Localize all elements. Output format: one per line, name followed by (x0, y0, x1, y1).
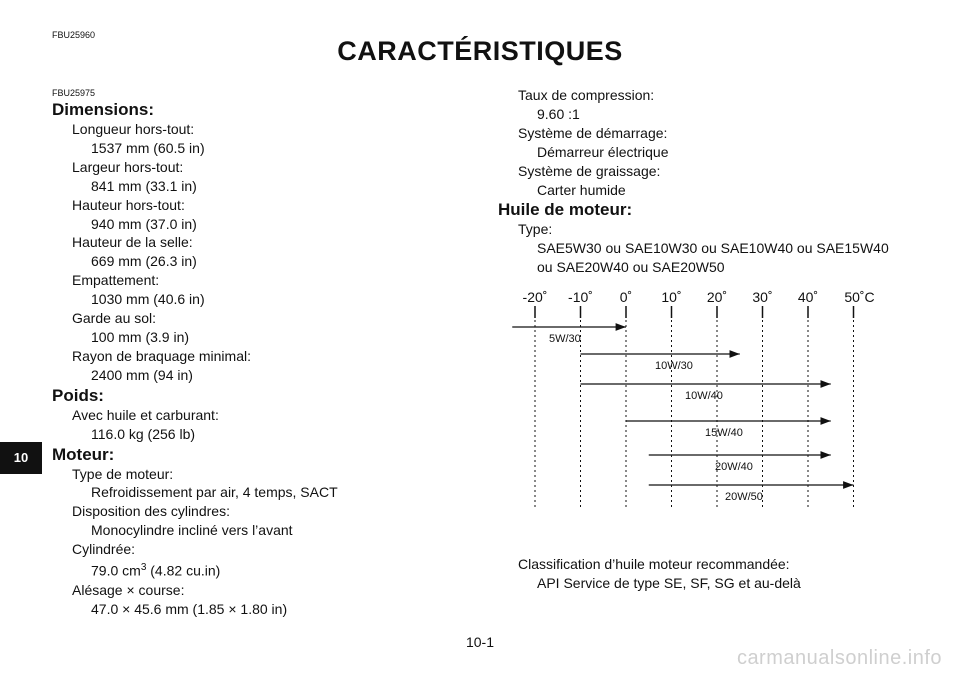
dimensions-heading: Dimensions: (52, 100, 155, 119)
temp-tick-label: 10˚ (661, 289, 682, 305)
engine-heading: Moteur: (52, 444, 115, 464)
oil-classification (498, 555, 938, 593)
displacement-value (52, 559, 472, 581)
chapter-tab[interactable]: 10 (0, 442, 42, 474)
right-column (498, 86, 938, 277)
page-number: 10-1 (465, 634, 495, 650)
grade-label: 20W/40 (715, 461, 753, 473)
temp-tick-label: 30˚ (752, 289, 773, 305)
classification-value: API Service de type SE, SF, SG et au-delà (537, 575, 801, 591)
spec-label: Largeur hors-tout: (72, 158, 184, 175)
spec-value: 940 mm (37.0 in) (91, 215, 197, 232)
temp-tick-label: 0˚ (619, 289, 633, 305)
spec-label: Hauteur hors-tout: (72, 196, 185, 213)
spec-value: 841 mm (33.1 in) (91, 177, 197, 194)
oil-heading: Huile de moteur: (498, 200, 633, 220)
spec-value: 47.0 × 45.6 mm (1.85 × 1.80 in) (91, 600, 288, 617)
spec-value: 116.0 kg (256 lb) (91, 425, 196, 442)
temp-tick-label: -20˚ (522, 289, 548, 305)
spec-label: Empattement: (72, 272, 160, 289)
temp-tick-label: 50˚C (844, 289, 875, 305)
spec-label: Rayon de braquage minimal: (72, 347, 251, 364)
spec-value: Refroidissement par air, 4 temps, SACT (91, 484, 338, 501)
dimensions-list (52, 120, 472, 385)
temp-tick-label: -10˚ (568, 289, 593, 305)
spec-label: Type de moteur: (72, 465, 174, 482)
classification-label: Classification d’huile moteur recommandée: (518, 556, 790, 572)
grade-label: 15W/40 (705, 427, 743, 439)
spec-value: Démarreur électrique (537, 143, 669, 160)
watermark: carmanualsonline.info (736, 647, 942, 669)
spec-label: Hauteur de la selle: (72, 234, 193, 251)
page-title: CARACTÉRISTIQUES (337, 36, 623, 66)
spec-label: Taux de compression: (518, 87, 655, 103)
left-column (52, 88, 472, 618)
spec-label: Système de démarrage: (518, 124, 668, 141)
spec-label: Alésage × course: (72, 581, 185, 598)
spec-label: Système de graissage: (518, 162, 661, 179)
spec-label: Avec huile et carburant: (72, 406, 219, 423)
spec-value: 1537 mm (60.5 in) (91, 139, 205, 156)
spec-value: 9.60 :1 (537, 105, 580, 122)
section-code: FBU25960 (52, 30, 96, 40)
grade-label: 5W/30 (549, 333, 581, 345)
displacement-main: 79.0 cm (91, 562, 141, 579)
grade-label: 10W/30 (655, 360, 693, 372)
oil-type-label: Type: (518, 221, 553, 238)
spec-value: 1030 mm (40.6 in) (91, 291, 205, 308)
spec-label: Garde au sol: (72, 310, 157, 327)
temp-tick-label: 20˚ (706, 289, 728, 305)
spec-value: Monocylindre incliné vers l’avant (91, 522, 293, 539)
weight-heading: Poids: (52, 385, 104, 405)
grade-label: 20W/50 (725, 491, 763, 503)
grade-label: 10W/40 (685, 390, 723, 402)
displacement-sup: 3 (140, 562, 147, 574)
oil-type-value-cont: ou SAE20W40 ou SAE20W50 (537, 259, 725, 276)
spec-value: 669 mm (26.3 in) (91, 253, 197, 270)
spec-label: Longueur hors-tout: (72, 121, 195, 137)
spec-value: Carter humide (537, 181, 626, 198)
spec-value: 2400 mm (94 in) (91, 366, 193, 383)
oil-type-value: SAE5W30 ou SAE10W30 ou SAE10W40 ou SAE15W40 (537, 240, 889, 257)
spec-label: Disposition des cylindres: (72, 503, 230, 520)
subsection-code: FBU25975 (52, 88, 96, 98)
displacement-rest: (4.82 cu.in) (146, 562, 221, 579)
spec-value: 100 mm (3.9 in) (91, 328, 190, 345)
temp-tick-label: 40˚ (797, 289, 819, 305)
oil-viscosity-chart (505, 284, 885, 514)
spec-label: Cylindrée: (72, 541, 136, 558)
